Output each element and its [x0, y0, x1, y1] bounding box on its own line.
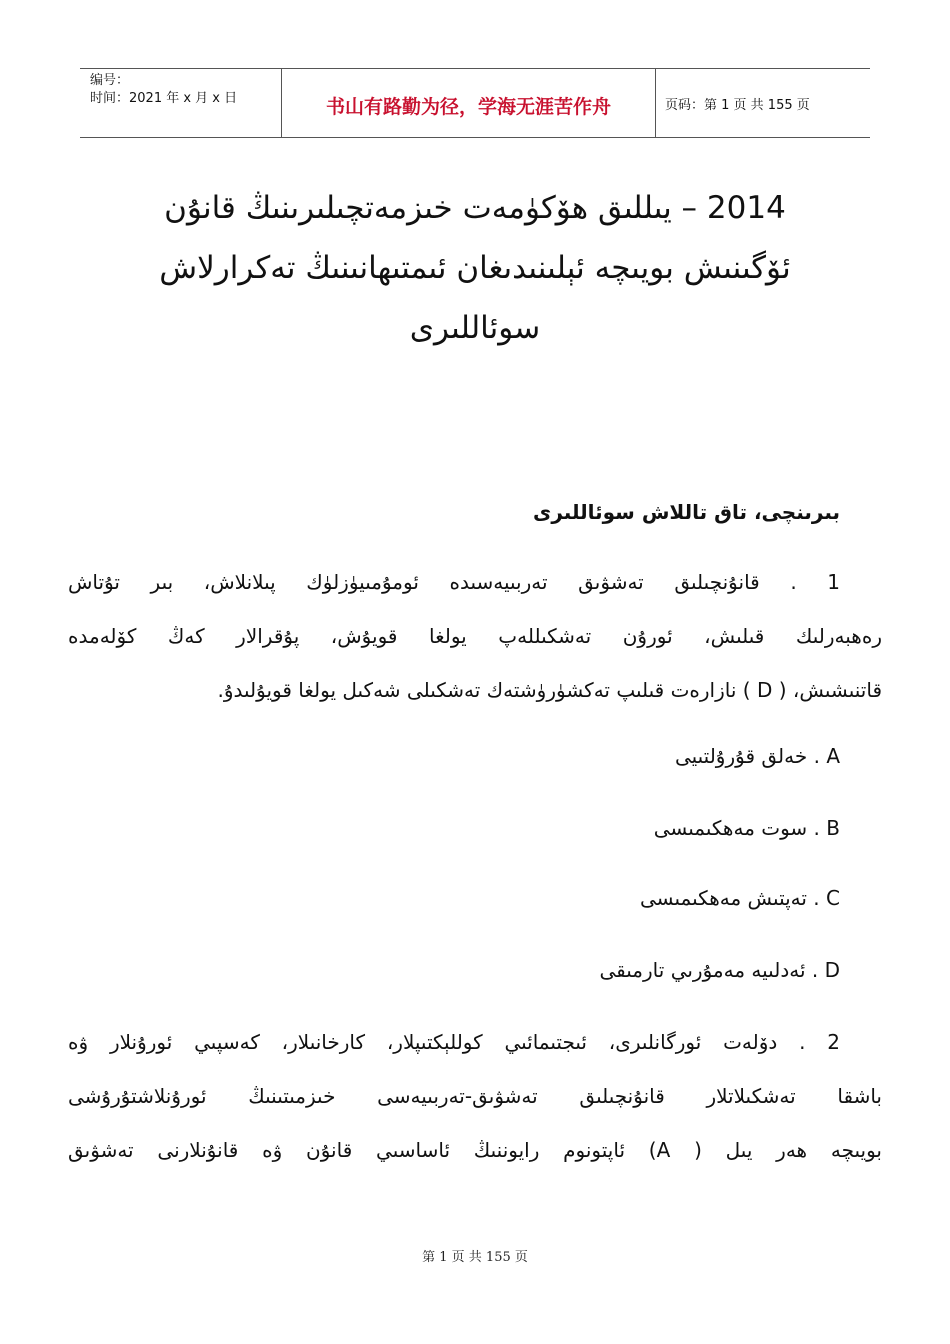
question-2-line-3: بويىچە ھەر يىل ( A) ئاپتونوم رايوننىڭ ئاساسىي قانۇن ۋە قانۇنلارنى تەشۋىق [68, 1138, 882, 1162]
time-label: 时间：2021 年 x 月 x 日 [90, 91, 238, 106]
title-line-1: 2014 – يىللىق ھۆكۈمەت خىزمەتچىلىرىنىڭ قانۇن [164, 190, 786, 226]
option-d: D . ئەدلىيە مەمۇرىي تارمىقى [599, 958, 840, 982]
number-label: 编号： [90, 73, 130, 88]
section-heading: بىرىنچى، تاق تاللاش سوئاللىرى [533, 500, 840, 524]
question-1-line-1: 1 . قانۇنچىلىق تەشۋىق تەربىيەسىدە ئومۇمىيۈزلۈك پىلانلاش، بىر تۇتاش [68, 570, 840, 594]
page-info: 页码：第 1 页 共 155 页 [665, 98, 810, 113]
page-title [70, 178, 880, 358]
question-1-line-3: قاتنىشىش، ( D ) نازارەت قىلىپ تەكشۈرۈشتەك تەشكىلى شەكىل يولغا قويۇلىدۇ. [217, 678, 882, 702]
motto: 书山有路勤为径，学海无涯苦作舟 [325, 96, 611, 118]
option-a: A . خەلق قۇرۇلتىيى [674, 744, 840, 768]
title-line-3: سوئاللىرى [409, 310, 541, 346]
header-meta-cell [80, 69, 280, 137]
title-line-2: ئۆگىنىش بويىچە ئېلىنىدىغان ئىمتىھانىنىڭ تەكرارلاش [159, 250, 791, 286]
page-footer: 第 1 页 共 155 页 [422, 1250, 528, 1265]
question-2-line-1: 2 . دۆلەت ئورگانلىرى، ئىجتىمائىي كوللېكتىپلار، كارخانىلار، كەسپىي ئورۇنلار ۋە [68, 1030, 840, 1054]
header-motto-cell [281, 69, 656, 137]
header-page-cell [655, 69, 870, 137]
option-c: C . تەپتىش مەھكىمىسى [640, 886, 840, 910]
question-2-line-2: باشقا تەشكىلاتلار قانۇنچىلىق تەشۋىق-تەربىيەسى خىزمىتىنىڭ ئورۇنلاشتۇرۇشى [68, 1084, 882, 1108]
document-header [80, 68, 870, 138]
question-2 [68, 1030, 882, 1162]
option-b: B . سوت مەھكىمىسى [653, 816, 840, 840]
question-1-line-2: رەھبەرلىك قىلىش، ئورۇن تەشكىللەپ يولغا قويۇش، پۇقرالار كەڭ كۆلەمدە [68, 624, 882, 648]
question-1 [68, 570, 882, 702]
